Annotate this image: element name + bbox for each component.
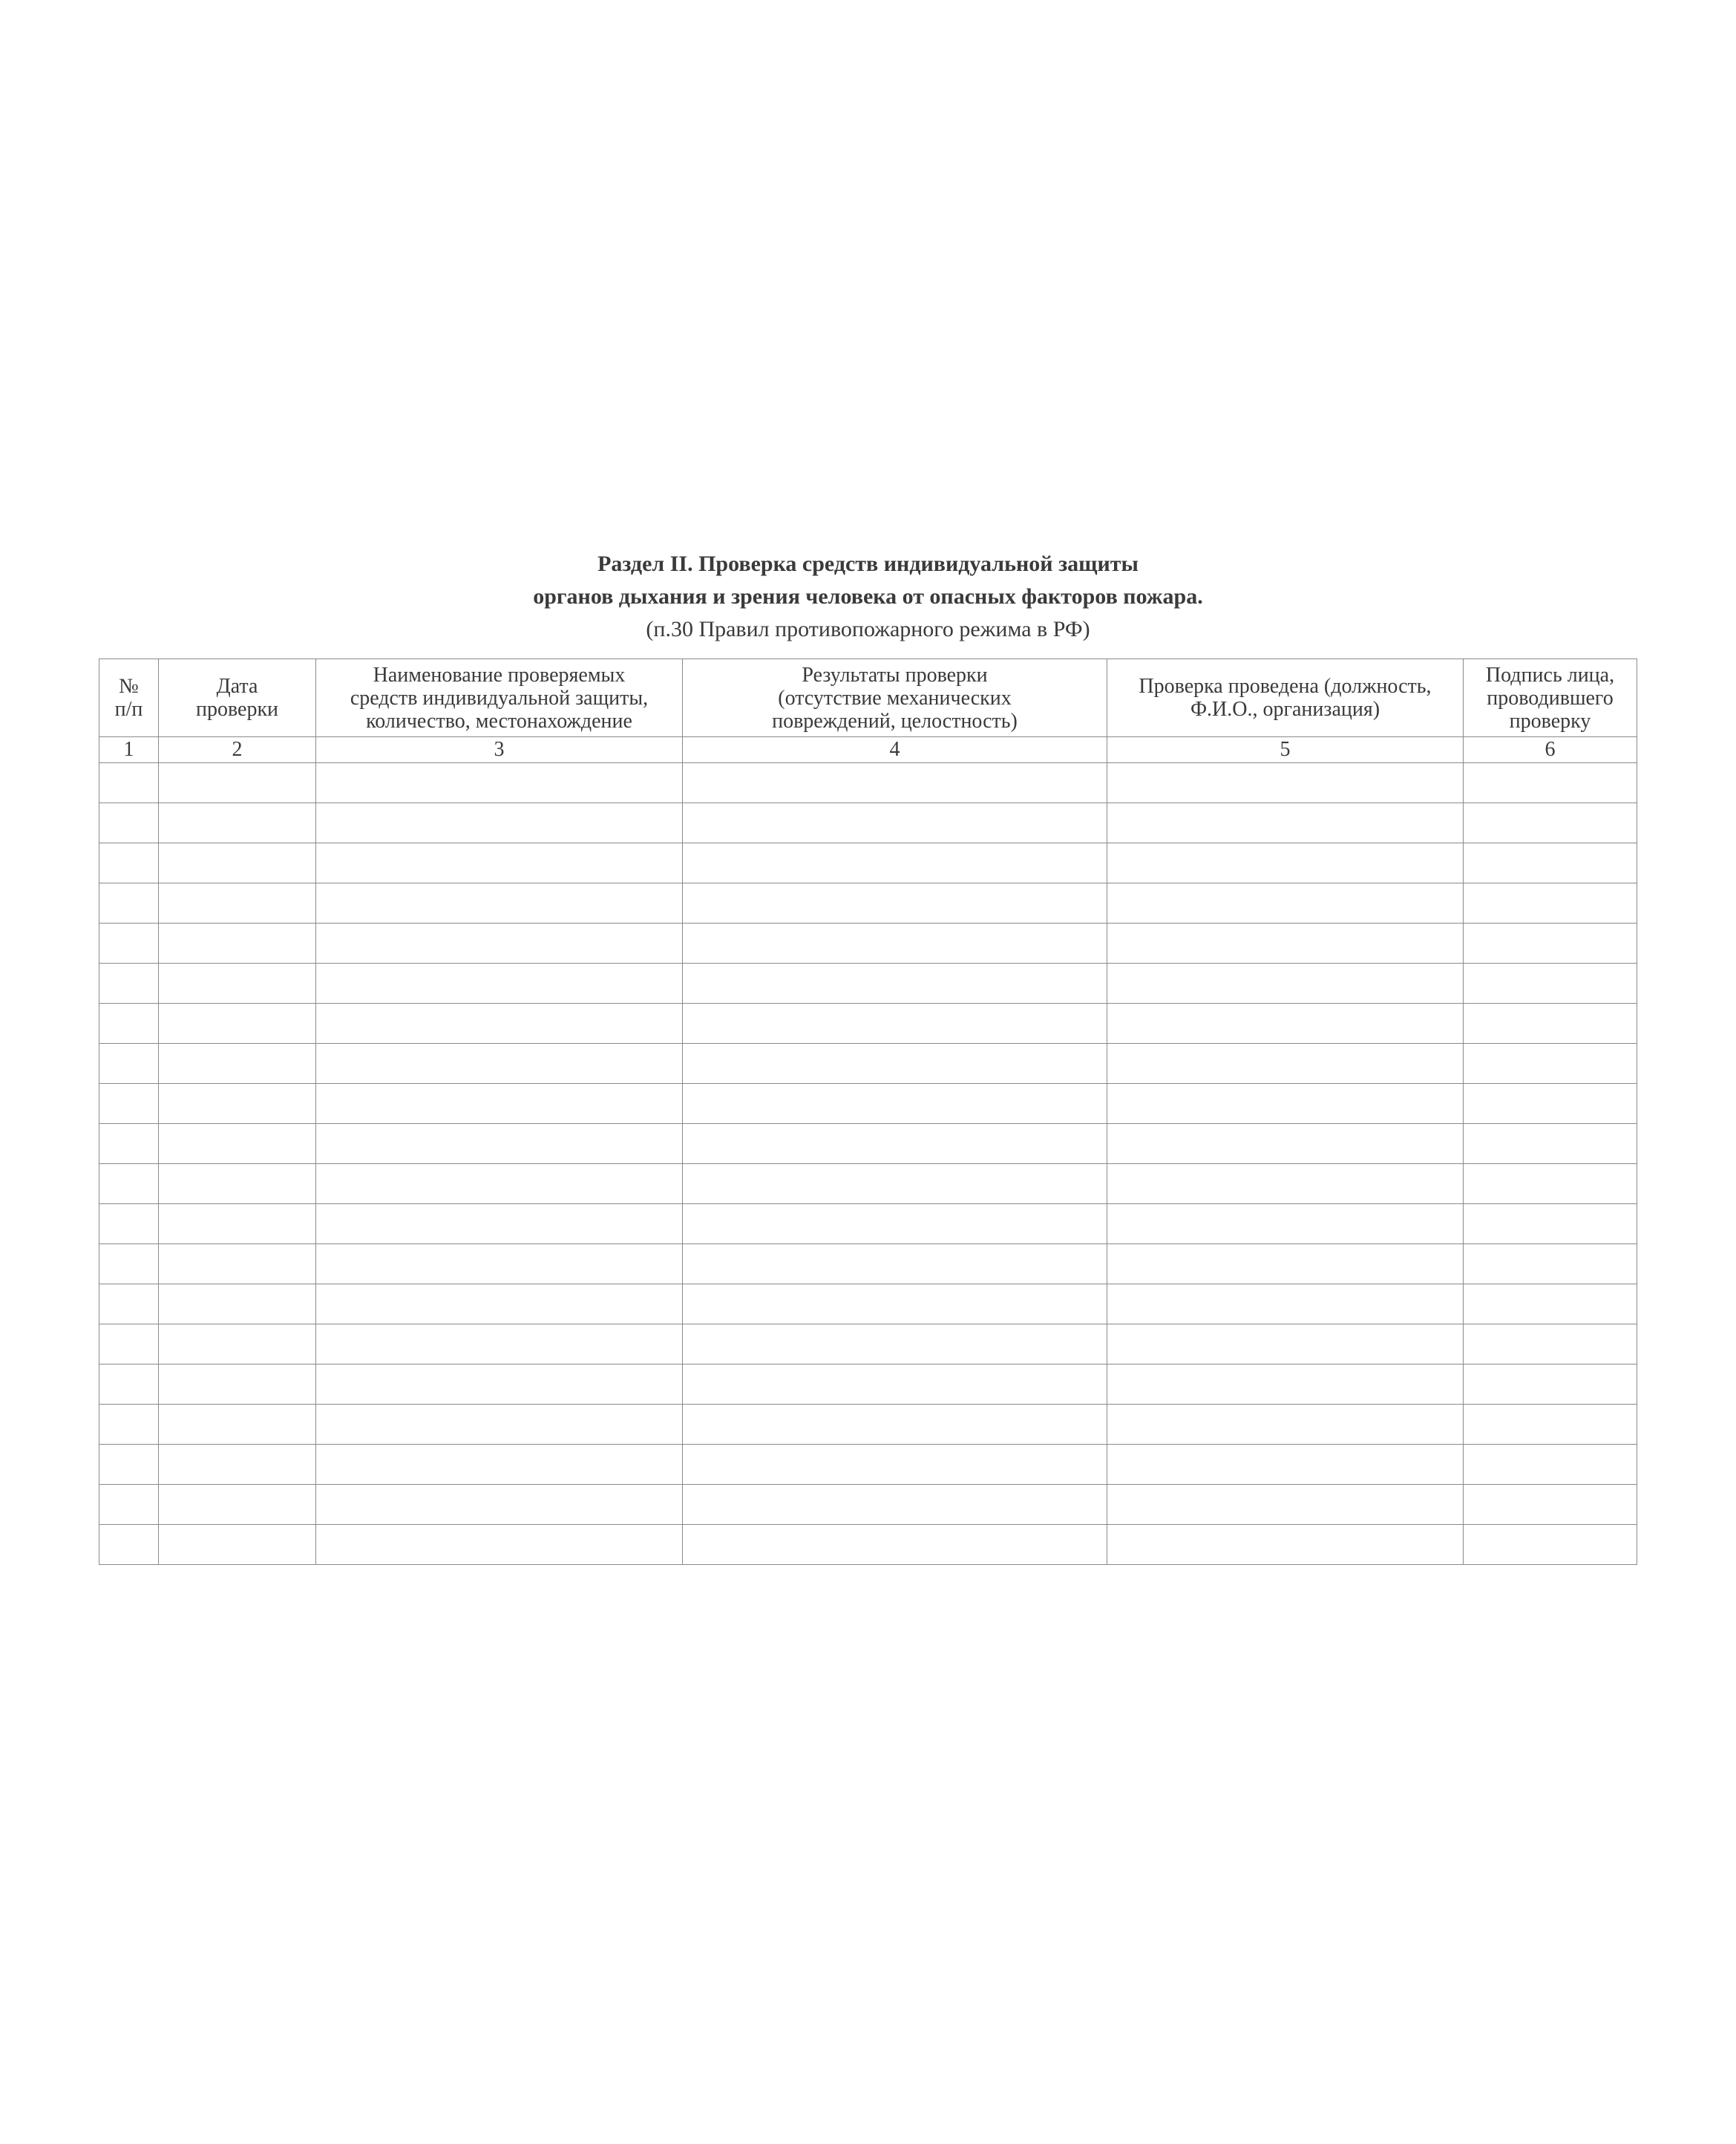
table-cell[interactable] [316,1124,683,1164]
table-row [99,1244,1637,1284]
column-number-cell: 4 [683,737,1107,763]
header-col-number [99,659,159,737]
table-cell[interactable] [1464,1124,1637,1164]
table-row [99,1124,1637,1164]
section-title-line-1: Раздел II. Проверка средств индивидуальной защиты [597,552,1139,576]
header-col-date-line: Дата [216,675,258,698]
table-row [99,1324,1637,1364]
header-col-results-line: повреждений, целостность) [772,709,1018,733]
column-number-row [99,737,1637,763]
table-cell[interactable] [1107,1244,1464,1284]
table-cell[interactable] [99,1084,159,1124]
table-cell[interactable] [683,803,1107,843]
table-row [99,1405,1637,1445]
table-cell[interactable] [316,1485,683,1525]
table-cell[interactable] [159,843,316,883]
table-cell[interactable] [1464,883,1637,924]
table-cell[interactable] [159,1124,316,1164]
table-cell[interactable] [159,803,316,843]
table-cell[interactable] [316,1244,683,1284]
table-cell[interactable] [99,1485,159,1525]
table-cell[interactable] [159,1445,316,1485]
table-cell[interactable] [159,1284,316,1324]
table-cell[interactable] [1464,1164,1637,1204]
table-cell[interactable] [1107,1284,1464,1324]
section-title-block [0,548,1736,646]
header-col-signature-line: проводившего [1487,686,1614,710]
table-cell[interactable] [99,924,159,964]
table-cell[interactable] [1107,803,1464,843]
table-row [99,1485,1637,1525]
table-cell[interactable] [1464,1244,1637,1284]
table-cell[interactable] [683,1124,1107,1164]
table-row [99,1445,1637,1485]
table-cell[interactable] [159,1164,316,1204]
table-cell[interactable] [1464,803,1637,843]
table-cell[interactable] [99,964,159,1004]
table-cell[interactable] [159,924,316,964]
table-row [99,1004,1637,1044]
table-cell[interactable] [159,964,316,1004]
table-cell[interactable] [99,1445,159,1485]
table-cell[interactable] [683,763,1107,803]
column-number-cell: 5 [1107,737,1464,763]
table-cell[interactable] [1464,924,1637,964]
header-col-equipment-line: Наименование проверяемых [373,663,626,687]
table-cell[interactable] [159,1244,316,1284]
table-row [99,763,1637,803]
table-row [99,1164,1637,1204]
table-cell[interactable] [1107,1405,1464,1445]
table-cell[interactable] [683,1485,1107,1525]
section-title-line-2: органов дыхания и зрения человека от опасных факторов пожара. [533,584,1203,609]
table-cell[interactable] [1464,1525,1637,1565]
table-cell[interactable] [683,964,1107,1004]
table-cell[interactable] [683,1284,1107,1324]
table-cell[interactable] [1107,883,1464,924]
table-cell[interactable] [1464,843,1637,883]
table-cell[interactable] [683,1324,1107,1364]
table-cell[interactable] [1464,1204,1637,1244]
table-cell[interactable] [316,1525,683,1565]
table-cell[interactable] [1107,1204,1464,1244]
table-cell[interactable] [316,1445,683,1485]
table-cell[interactable] [159,1405,316,1445]
table-cell[interactable] [159,1084,316,1124]
header-col-signature [1464,659,1637,737]
table-cell[interactable] [316,924,683,964]
table-row [99,924,1637,964]
table-cell[interactable] [1464,1284,1637,1324]
table-cell[interactable] [1107,763,1464,803]
table-cell[interactable] [683,1364,1107,1405]
column-number-cell: 6 [1464,737,1637,763]
table-cell[interactable] [1107,1445,1464,1485]
header-col-inspector [1107,659,1464,737]
table-cell[interactable] [683,924,1107,964]
table-cell[interactable] [316,1164,683,1204]
table-cell[interactable] [316,1364,683,1405]
header-col-equipment-line: количество, местонахождение [366,709,632,733]
table-row [99,803,1637,843]
table-cell[interactable] [1464,1044,1637,1084]
table-cell[interactable] [159,1525,316,1565]
table-cell[interactable] [683,1164,1107,1204]
table-row [99,1284,1637,1324]
table-header-row [99,659,1637,737]
table-cell[interactable] [1107,1004,1464,1044]
table-row [99,843,1637,883]
header-col-signature-line: проверку [1509,709,1591,733]
table-cell[interactable] [99,1244,159,1284]
table-cell[interactable] [1107,1324,1464,1364]
header-col-equipment-line: средств индивидуальной защиты, [350,686,649,710]
table-cell[interactable] [1107,1124,1464,1164]
table-cell[interactable] [316,1204,683,1244]
header-col-inspector-line: Ф.И.О., организация) [1190,698,1380,721]
table-cell[interactable] [99,1204,159,1244]
inspection-journal-table [99,658,1637,1565]
table-cell[interactable] [1464,964,1637,1004]
table-cell[interactable] [316,1004,683,1044]
table-cell[interactable] [159,1204,316,1244]
table-cell[interactable] [683,1004,1107,1044]
table-cell[interactable] [99,1044,159,1084]
table-cell[interactable] [1107,1364,1464,1405]
table-row [99,1204,1637,1244]
table-cell[interactable] [99,883,159,924]
table-cell[interactable] [683,1084,1107,1124]
header-col-inspector-line: Проверка проведена (должность, [1139,675,1432,698]
table-cell[interactable] [1107,1164,1464,1204]
table-cell[interactable] [1464,1445,1637,1485]
table-cell[interactable] [1107,1084,1464,1124]
table-cell[interactable] [316,763,683,803]
table-cell[interactable] [683,1525,1107,1565]
table-cell[interactable] [1107,843,1464,883]
table-cell[interactable] [316,964,683,1004]
header-col-number-line: № [119,675,139,698]
table-cell[interactable] [316,1284,683,1324]
header-col-results-line: Результаты проверки [802,663,988,687]
table-cell[interactable] [99,1364,159,1405]
table-cell[interactable] [99,1164,159,1204]
header-col-signature-line: Подпись лица, [1485,663,1615,687]
header-col-results-line: (отсутствие механических [778,686,1012,710]
table-cell[interactable] [1107,924,1464,964]
table-cell[interactable] [159,1004,316,1044]
table-cell[interactable] [683,883,1107,924]
table-cell[interactable] [99,1525,159,1565]
table-cell[interactable] [99,1284,159,1324]
table-cell[interactable] [159,1324,316,1364]
table-cell[interactable] [99,1004,159,1044]
column-number-cell: 1 [99,737,159,763]
table-cell[interactable] [1464,1084,1637,1124]
table-row [99,1525,1637,1565]
header-col-equipment [316,659,683,737]
table-cell[interactable] [1464,763,1637,803]
table-row [99,1364,1637,1405]
table-cell[interactable] [1464,1405,1637,1445]
table-cell[interactable] [159,883,316,924]
table-row [99,883,1637,924]
column-number-cell: 3 [316,737,683,763]
table-cell[interactable] [683,1204,1107,1244]
table-cell[interactable] [1107,964,1464,1004]
table-cell[interactable] [1464,1364,1637,1405]
table-cell[interactable] [159,1485,316,1525]
table-cell[interactable] [1107,1525,1464,1565]
table-cell[interactable] [99,763,159,803]
table-cell[interactable] [683,1405,1107,1445]
table-cell[interactable] [683,1445,1107,1485]
table-cell[interactable] [1107,1044,1464,1084]
table-cell[interactable] [99,843,159,883]
table-cell[interactable] [99,1124,159,1164]
table-cell[interactable] [99,1405,159,1445]
header-col-date-line: проверки [195,698,279,721]
table-cell[interactable] [99,803,159,843]
table-cell[interactable] [1464,1004,1637,1044]
table-cell[interactable] [316,1044,683,1084]
header-col-number-line: п/п [114,698,143,721]
table-row [99,964,1637,1004]
table-cell[interactable] [316,1084,683,1124]
table-cell[interactable] [683,843,1107,883]
table-cell[interactable] [316,803,683,843]
table-cell[interactable] [316,1324,683,1364]
table-cell[interactable] [159,763,316,803]
table-cell[interactable] [99,1324,159,1364]
table-cell[interactable] [159,1044,316,1084]
table-row [99,1084,1637,1124]
section-subtitle: (п.30 Правил противопожарного режима в РФ) [646,617,1090,641]
header-col-results [683,659,1107,737]
header-col-date [159,659,316,737]
column-number-cell: 2 [159,737,316,763]
table-cell[interactable] [1464,1324,1637,1364]
table-cell[interactable] [316,843,683,883]
table-cell[interactable] [316,883,683,924]
table-cell[interactable] [159,1364,316,1405]
table-cell[interactable] [683,1244,1107,1284]
table-cell[interactable] [1107,1485,1464,1525]
table-cell[interactable] [316,1405,683,1445]
table-cell[interactable] [1464,1485,1637,1525]
table-cell[interactable] [683,1044,1107,1084]
table-row [99,1044,1637,1084]
